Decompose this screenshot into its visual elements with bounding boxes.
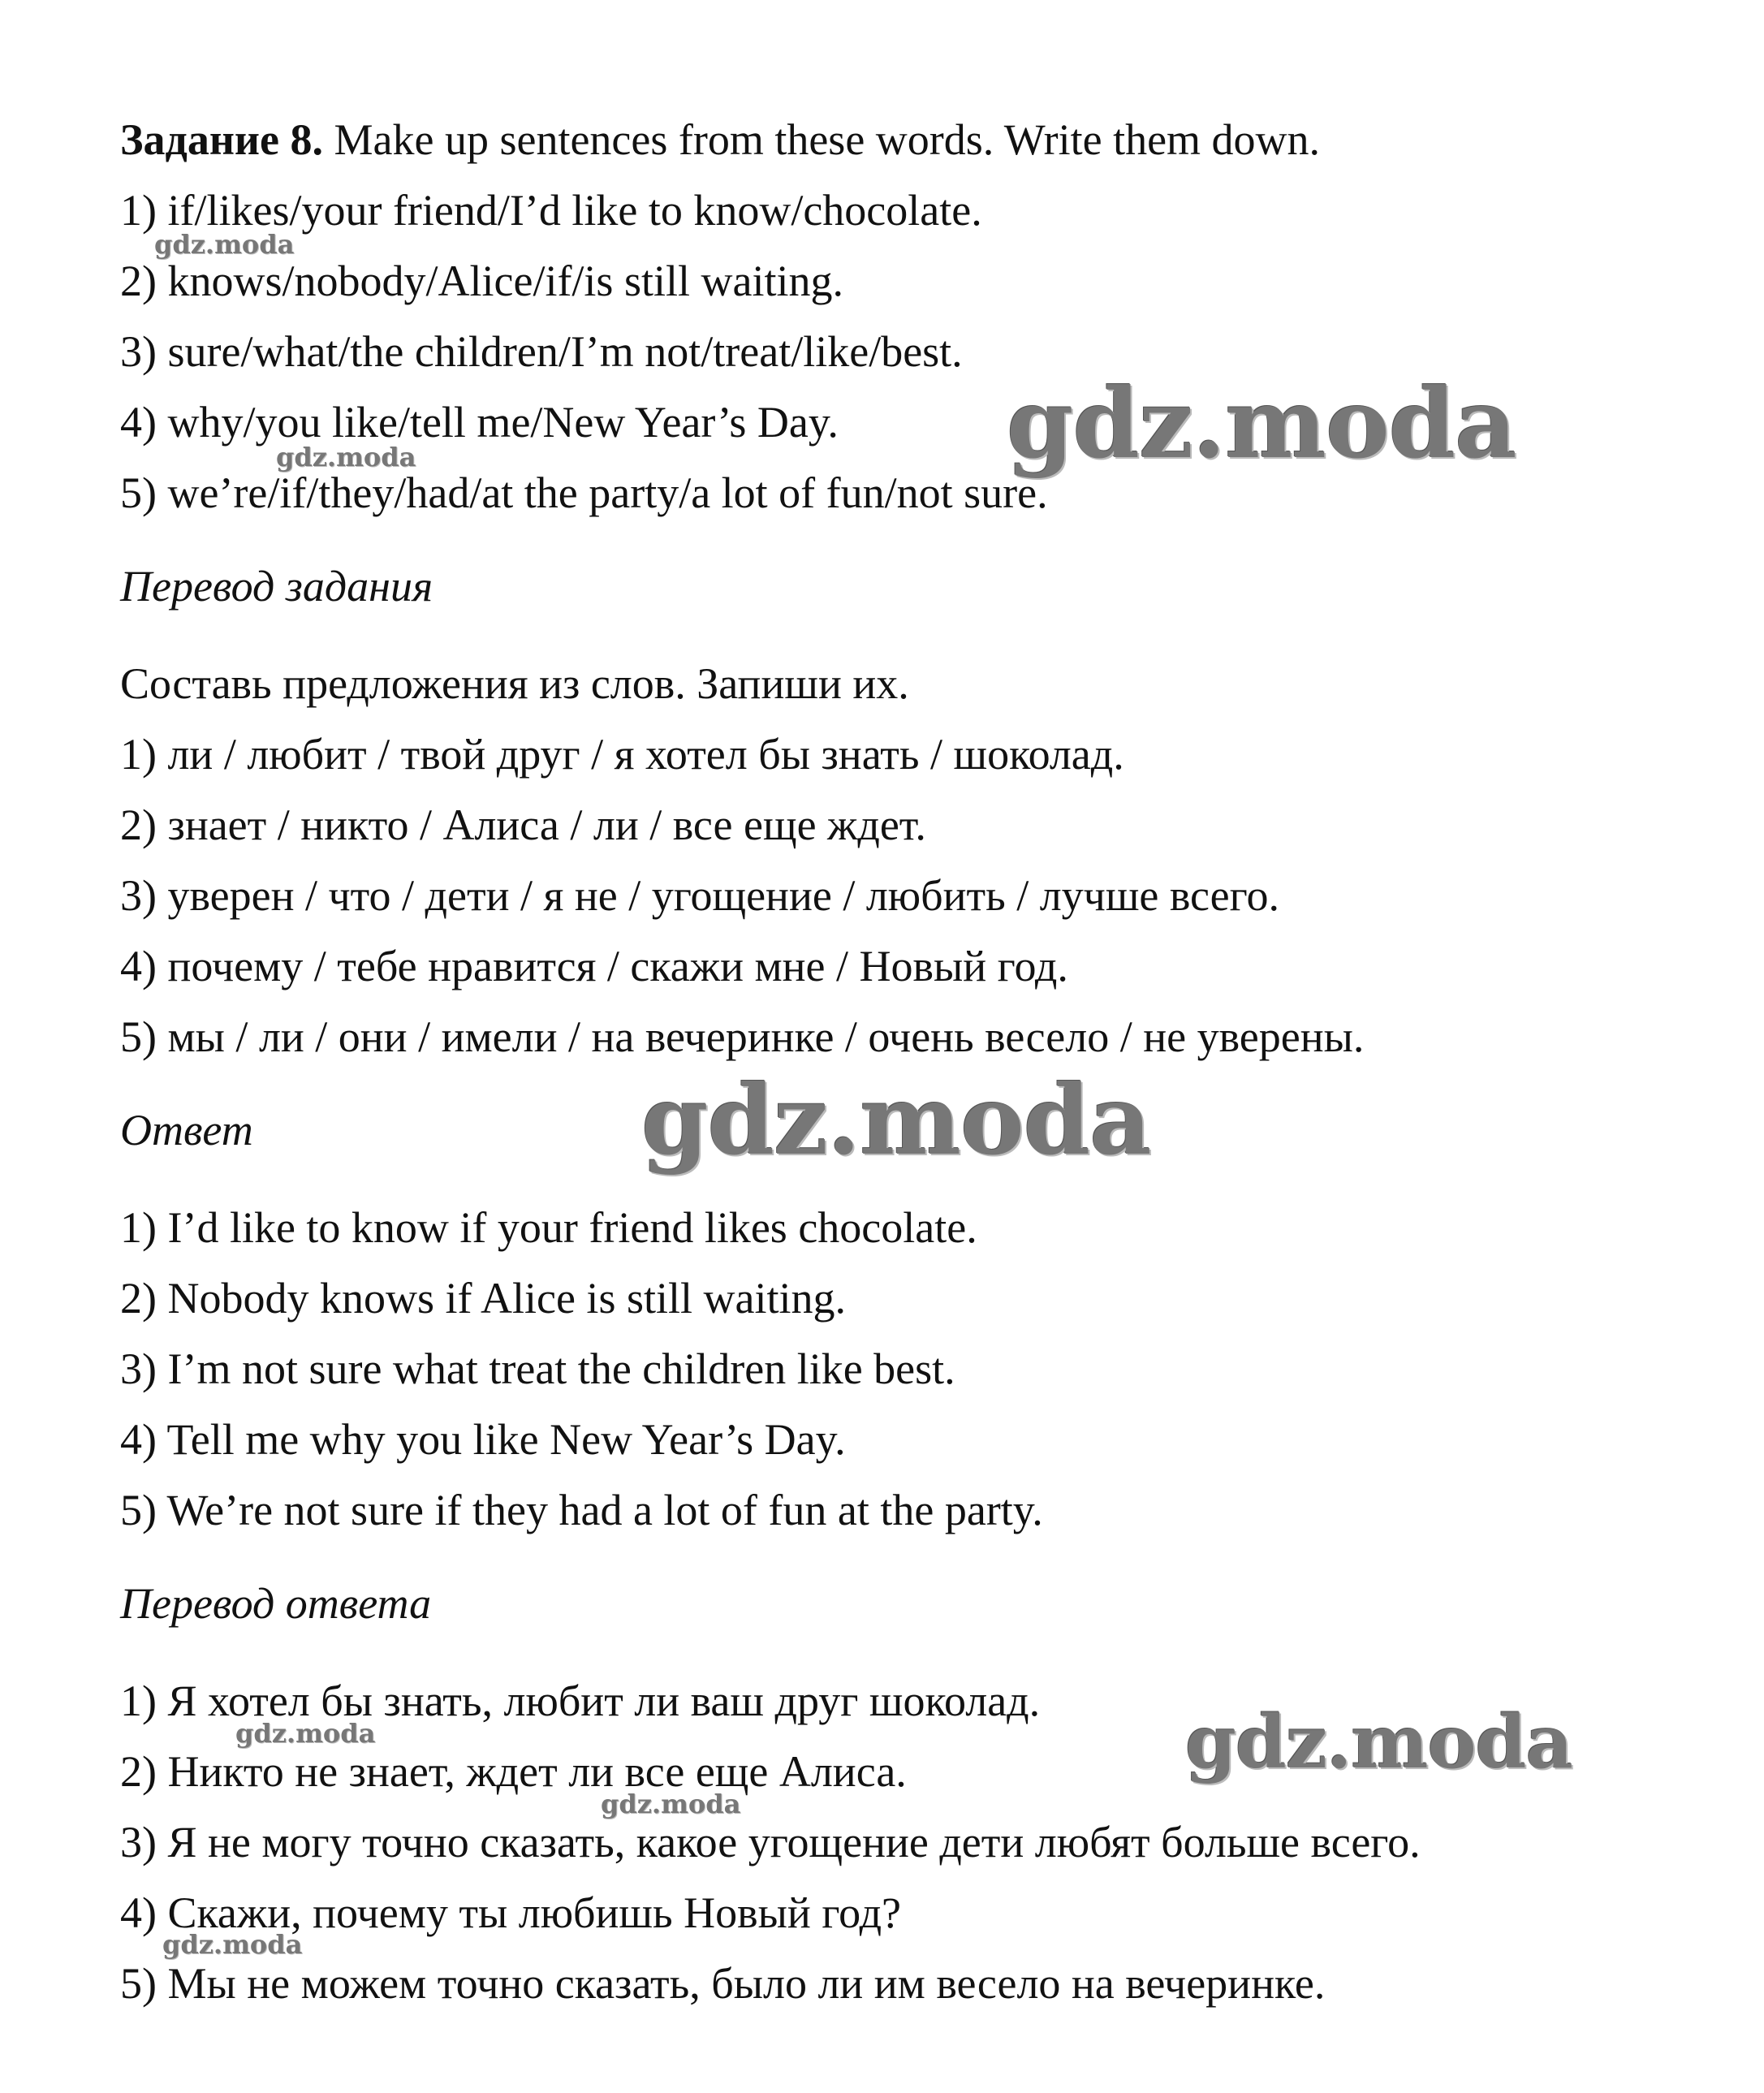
- watermark: gdz.moda: [154, 229, 295, 260]
- task-item: 1) if/likes/your friend/I’d like to know/chocolate.: [120, 186, 982, 235]
- watermark: gdz.moda: [1007, 367, 1516, 480]
- watermark: gdz.moda: [601, 1789, 741, 1819]
- task-item: 2) knows/nobody/Alice/if/is still waiting.: [120, 257, 843, 305]
- answer-translation-heading: Перевод ответа: [120, 1579, 432, 1628]
- watermark: gdz.moda: [1185, 1699, 1572, 1785]
- task-instruction: Make up sentences from these words. Write them down.: [323, 115, 1321, 164]
- answer-item: 2) Nobody knows if Alice is still waiting.: [120, 1274, 846, 1323]
- task-item: 5) we’re/if/they/had/at the party/a lot of fun/not sure.: [120, 468, 1048, 517]
- task-translation-item: 1) ли / любит / твой друг / я хотел бы знать / шоколад.: [120, 730, 1124, 779]
- task-item: 4) why/you like/tell me/New Year’s Day.: [120, 398, 839, 447]
- answer-translation-item: 2) Никто не знает, ждет ли все еще Алиса.: [120, 1747, 907, 1796]
- watermark: gdz.moda: [162, 1929, 303, 1960]
- answer-item: 4) Tell me why you like New Year’s Day.: [120, 1415, 846, 1464]
- task-translation-heading: Перевод задания: [120, 562, 433, 611]
- task-label: Задание 8.: [120, 115, 324, 164]
- answer-translation-item: 5) Мы не можем точно сказать, было ли им весело на вечеринке.: [120, 1959, 1326, 2008]
- task-translation-intro: Составь предложения из слов. Запиши их.: [120, 659, 909, 708]
- task-translation-item: 4) почему / тебе нравится / скажи мне / Новый год.: [120, 942, 1068, 990]
- task-translation-item: 3) уверен / что / дети / я не / угощение / любить / лучше всего.: [120, 871, 1279, 920]
- answer-item: 1) I’d like to know if your friend likes chocolate.: [120, 1203, 977, 1252]
- answer-translation-item: 1) Я хотел бы знать, любит ли ваш друг шоколад.: [120, 1677, 1041, 1725]
- answer-translation-item: 3) Я не могу точно сказать, какое угощение дети любят больше всего.: [120, 1818, 1421, 1866]
- task-translation-item: 2) знает / никто / Алиса / ли / все еще ждет.: [120, 801, 926, 849]
- watermark: gdz.moda: [276, 442, 416, 473]
- answer-item: 3) I’m not sure what treat the children like best.: [120, 1344, 955, 1393]
- answer-translation-item: 4) Скажи, почему ты любишь Новый год?: [120, 1888, 902, 1937]
- task-item: 3) sure/what/the children/I’m not/treat/like/best.: [120, 327, 963, 376]
- answer-heading: Ответ: [120, 1106, 253, 1154]
- watermark: gdz.moda: [641, 1064, 1151, 1176]
- watermark: gdz.moda: [235, 1718, 376, 1749]
- task-heading: [120, 115, 1320, 164]
- task-translation-item: 5) мы / ли / они / имели / на вечеринке / очень весело / не уверены.: [120, 1012, 1365, 1061]
- answer-item: 5) We’re not sure if they had a lot of fun at the party.: [120, 1486, 1043, 1534]
